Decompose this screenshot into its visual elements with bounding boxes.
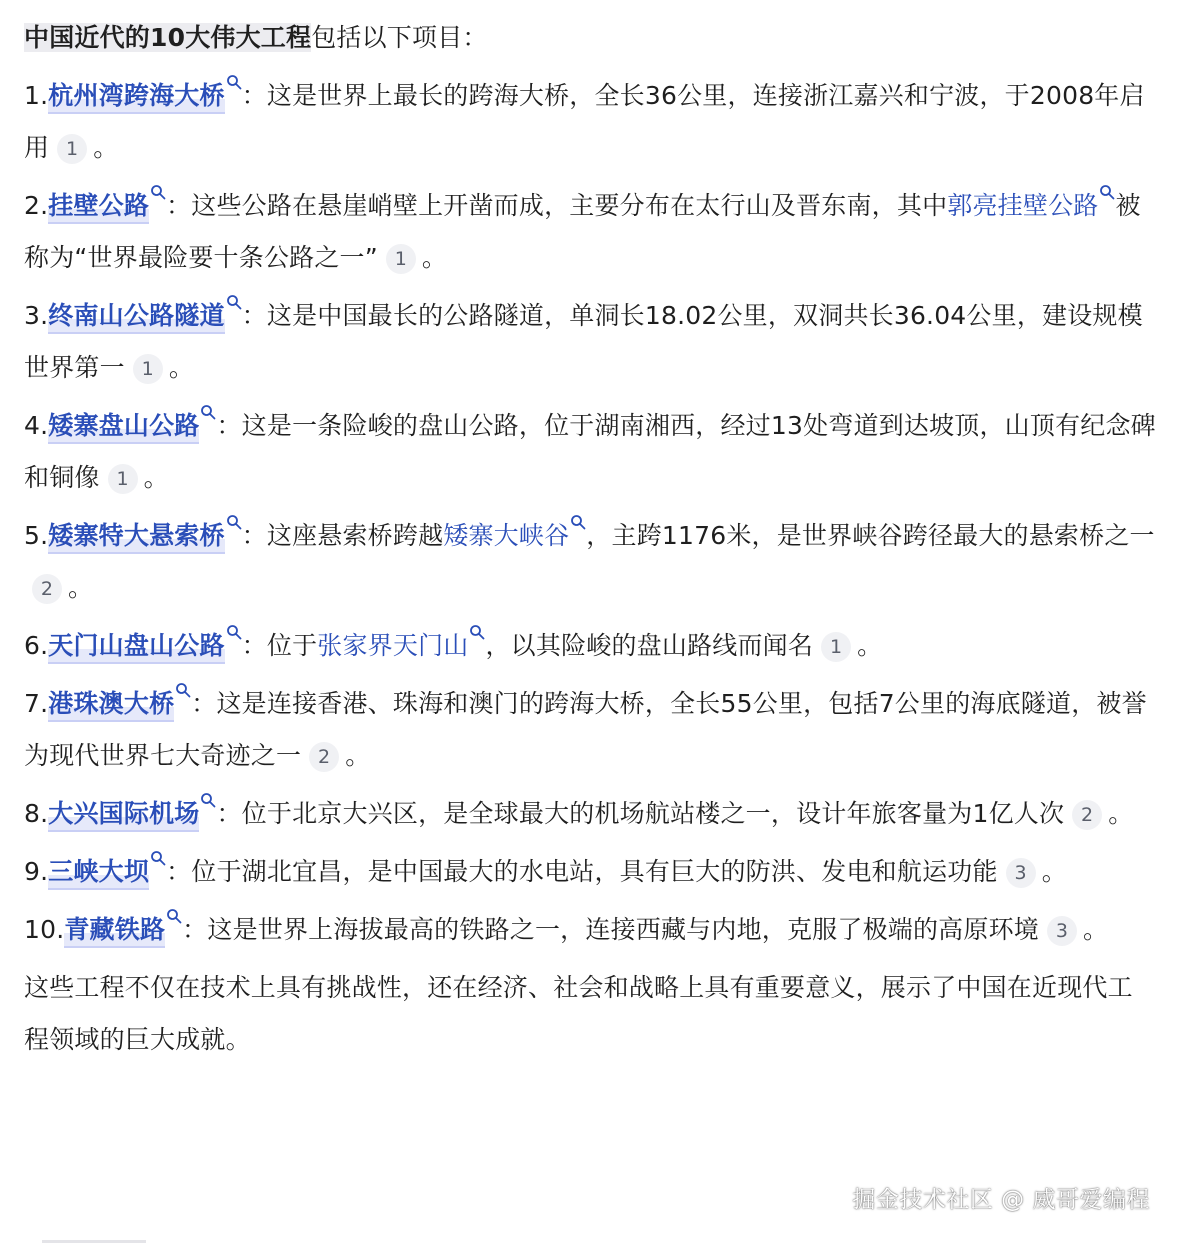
item-number: 1. [24,81,49,110]
inline-link[interactable]: 张家界天门山 [317,631,469,660]
search-icon[interactable] [226,624,242,640]
search-icon[interactable] [150,850,166,866]
citation-badge[interactable]: 1 [821,632,851,662]
list-item [24,846,1156,898]
list-item [24,70,1156,174]
term-link[interactable]: 矮寨盘山公路 [48,411,199,444]
search-icon[interactable] [166,908,182,924]
search-icon[interactable] [175,682,191,698]
item-number: 8. [24,799,49,828]
intro-bold-text: 中国近代的10大伟大工程 [24,23,312,52]
item-period: 。 [93,133,119,162]
term-link[interactable]: 青藏铁路 [64,915,165,948]
term-link[interactable]: 天门山盘山公路 [48,631,224,664]
list-item [24,510,1156,614]
item-number: 5. [24,521,49,550]
search-icon[interactable] [226,294,242,310]
item-period: 。 [168,353,195,382]
item-number: 9. [24,857,49,886]
list-item [24,788,1156,840]
citation-badge[interactable]: 1 [386,244,416,274]
search-icon[interactable] [570,514,586,530]
item-text: ：这是连接香港、珠海和澳门的跨海大桥，全长55公里，包括7公里的海底隧道，被誉为现代世界七大奇迹之一 [24,689,1147,770]
term-link[interactable]: 矮寨特大悬索桥 [48,521,224,554]
item-text: ：这是世界上最长的跨海大桥，全长36公里，连接浙江嘉兴和宁波，于2008年启用 [24,81,1145,162]
item-number: 2. [24,191,49,220]
search-icon[interactable] [200,792,216,808]
citation-badge[interactable]: 3 [1047,916,1077,946]
term-link[interactable]: 挂壁公路 [48,191,149,224]
list-item [24,904,1156,956]
citation-badge[interactable]: 2 [309,742,339,772]
search-icon[interactable] [226,514,242,530]
item-text-continued: 被称为“世界最险要十条公路之一” [24,191,1141,272]
citation-badge[interactable]: 1 [108,464,138,494]
item-period: 。 [1041,857,1067,886]
term-link[interactable]: 终南山公路隧道 [48,301,224,334]
item-number: 10. [24,915,65,944]
item-number: 6. [24,631,49,660]
item-text: ：位于北京大兴区，是全球最大的机场航站楼之一，设计年旅客量为1亿人次 [216,799,1065,828]
item-period: 。 [1108,799,1134,828]
citation-badge[interactable]: 2 [32,574,62,604]
item-period: 。 [857,631,883,660]
item-text-continued: ，以其险峻的盘山路线而闻名 [485,631,814,660]
inline-link[interactable]: 郭亮挂壁公路 [947,191,1099,220]
item-text: ：位于 [241,631,318,660]
item-number: 7. [24,689,49,718]
item-period: 。 [143,463,169,492]
search-icon[interactable] [200,404,216,420]
bottom-divider [42,1240,146,1243]
list-item [24,400,1156,504]
term-link[interactable]: 大兴国际机场 [48,799,199,832]
item-period: 。 [68,573,94,602]
term-link[interactable]: 港珠澳大桥 [48,689,174,722]
search-icon[interactable] [469,624,485,640]
search-icon[interactable] [226,74,242,90]
search-icon[interactable] [1099,184,1115,200]
citation-badge[interactable]: 1 [133,354,163,384]
answer-content [24,12,1156,1072]
item-text: ：这些公路在悬崖峭壁上开凿而成，主要分布在太行山及晋东南，其中 [166,191,948,220]
item-period: 。 [345,741,371,770]
watermark: 掘金技术社区 @ 威哥爱编程 [852,1187,1150,1213]
citation-badge[interactable]: 2 [1072,800,1102,830]
citation-badge[interactable]: 3 [1006,858,1036,888]
list-item [24,678,1156,782]
list-item [24,180,1156,284]
conclusion-paragraph: 这些工程不仅在技术上具有挑战性，还在经济、社会和战略上具有重要意义，展示了中国在近现代工程领域的巨大成就。 [24,973,1133,1054]
term-link[interactable]: 三峡大坝 [48,857,149,890]
project-list [24,70,1156,956]
search-icon[interactable] [150,184,166,200]
citation-badge[interactable]: 1 [57,134,87,164]
item-period: 。 [421,243,448,272]
item-text: ：位于湖北宜昌，是中国最大的水电站，具有巨大的防洪、发电和航运功能 [166,857,998,886]
item-text: ：这座悬索桥跨越 [241,521,444,550]
item-text-continued: ，主跨1176米，是世界峡谷跨径最大的悬索桥之一 [586,521,1155,550]
intro-rest-text: 包括以下项目： [311,23,488,52]
item-number: 4. [24,411,49,440]
term-link[interactable]: 杭州湾跨海大桥 [48,81,224,114]
item-text: ：这是世界上海拔最高的铁路之一，连接西藏与内地，克服了极端的高原环境 [182,915,1039,944]
list-item [24,620,1156,672]
inline-link[interactable]: 矮寨大峡谷 [443,521,570,550]
list-item [24,290,1156,394]
item-period: 。 [1082,915,1109,944]
item-text: ：这是中国最长的公路隧道，单洞长18.02公里，双洞共长36.04公里，建设规模世界第一 [24,301,1143,382]
item-text: ：这是一条险峻的盘山公路，位于湖南湘西，经过13处弯道到达坡顶，山顶有纪念碑和铜像 [24,411,1156,492]
item-number: 3. [24,301,49,330]
intro-line [24,12,1156,64]
